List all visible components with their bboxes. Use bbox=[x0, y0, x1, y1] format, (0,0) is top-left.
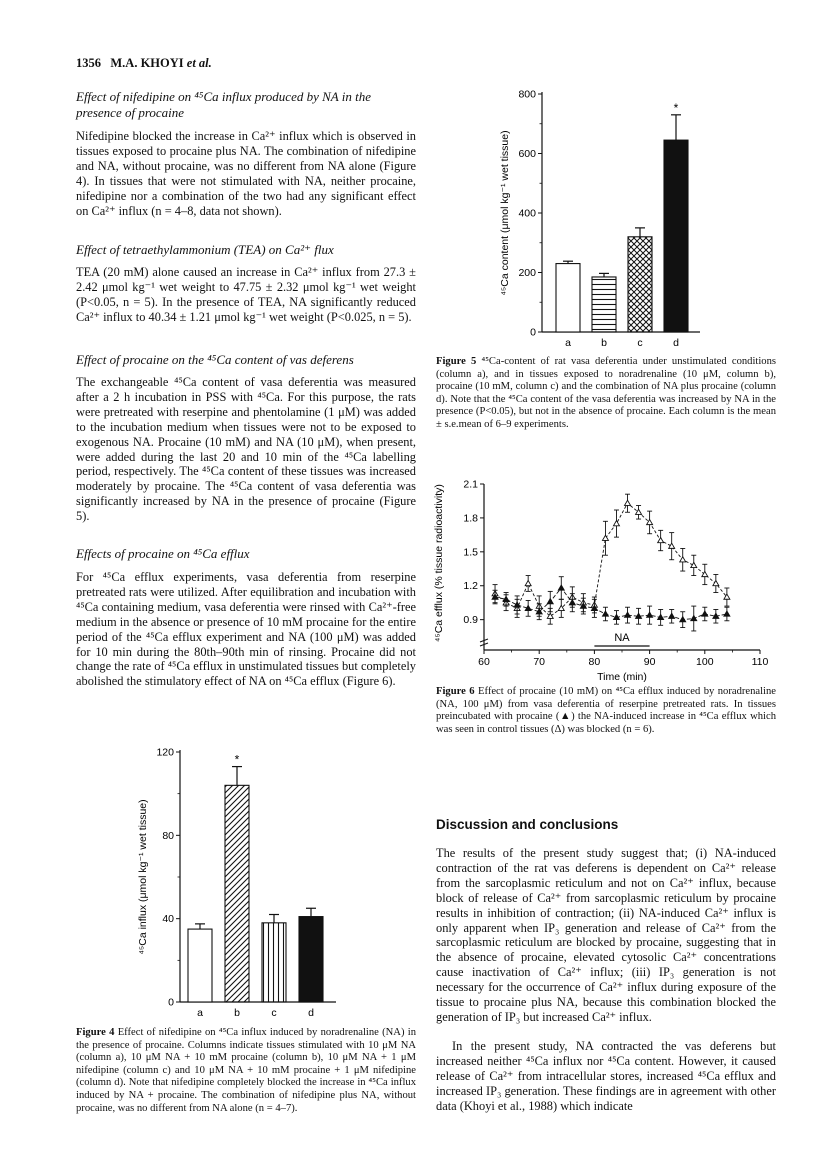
category-label: c bbox=[637, 337, 643, 349]
section-text-procaine-content: The exchangeable ⁴⁵Ca content of vasa deferentia was measured after a 2 h incubation in PSS with ⁴⁵Ca. For this purpose, the rats were pretreated with reserpine and phentolamine (1 μM) was added to the incubation medium when tissues were not to be exposed to exogenous NA. Procaine (10 mM) and NA (10 μM), when present, were added during the last 20 and 10 min of the ⁴⁵Ca labelling period, respectively. The ⁴⁵Ca content of these tissues was increased moderately by procaine. The ⁴⁵Ca content of vasa deferentia was significantly increased by NA in the presence of procaine (Figure 5). bbox=[76, 375, 416, 524]
category-label: a bbox=[197, 1007, 203, 1019]
data-point bbox=[569, 600, 575, 605]
y-tick-label: 0.9 bbox=[463, 614, 478, 627]
category-label: b bbox=[601, 337, 607, 349]
y-tick-label: 800 bbox=[518, 88, 536, 101]
significance-star: * bbox=[673, 100, 679, 115]
section-title-procaine-content: Effect of procaine on the ⁴⁵Ca content of vas deferens bbox=[76, 352, 354, 367]
running-head-authors: M.A. KHOYI bbox=[110, 56, 184, 70]
category-label: c bbox=[271, 1007, 277, 1019]
category-label: a bbox=[565, 337, 571, 349]
data-point bbox=[613, 521, 619, 526]
running-head bbox=[76, 56, 212, 71]
bar-b bbox=[592, 277, 616, 332]
data-point bbox=[680, 557, 686, 562]
discussion-paragraph-2: In the present study, NA contracted the vas deferens but increased neither ⁴⁵Ca influx nor ⁴⁵Ca content. However, it caused release of Ca²⁺ from intracellular stores, increased ⁴⁵Ca efflux and increased IP₃ generation. These findings are in agreement with other data (Khoyi et al., 1988) which indicate bbox=[436, 1039, 776, 1113]
x-tick-label: 60 bbox=[478, 656, 490, 668]
y-axis-label: ⁴⁵Ca efflux (% tissue radioactivity) bbox=[433, 484, 445, 643]
category-label: d bbox=[673, 337, 679, 349]
figure-6-caption-text: Effect of procaine (10 mM) on ⁴⁵Ca efflux induced by noradrenaline (NA, 100 μM) from vasa deferentia of reserpine pretreated rats. In tissues preincubated with procaine (▲) the NA-induced increase in ⁴⁵Ca efflux which was seen in control tissues (Δ) was blocked (n = 6). bbox=[436, 686, 776, 735]
y-tick-label: 1.5 bbox=[463, 546, 478, 559]
figure-4-label: Figure 4 bbox=[76, 1027, 115, 1038]
significance-star: * bbox=[234, 752, 240, 767]
bar-d bbox=[299, 917, 323, 1002]
na-label: NA bbox=[614, 632, 630, 644]
series-line-1 bbox=[495, 588, 727, 620]
data-point bbox=[724, 611, 730, 616]
figure-6-chart bbox=[424, 470, 776, 690]
y-tick-label: 40 bbox=[162, 913, 174, 926]
section-text-nifedipine: Nifedipine blocked the increase in Ca²⁺ influx which is observed in tissues exposed to procaine plus NA. The combination of nifedipine and NA, without procaine, was no different from NA alone (Figure 4). In tissues that were not stimulated with NA, neither procaine, nifedipine nor a combination of the two had any significant effect on Ca²⁺ influx (n = 4–8, data not shown). bbox=[76, 129, 416, 218]
section-title-procaine-efflux: Effects of procaine on ⁴⁵Ca efflux bbox=[76, 546, 250, 561]
series-line-0 bbox=[495, 503, 727, 616]
section-title-tea: Effect of tetraethylammonium (TEA) on Ca²⁺ flux bbox=[76, 242, 334, 257]
bar-a bbox=[556, 264, 580, 332]
y-tick-label: 2.1 bbox=[463, 478, 478, 491]
figure-5-label: Figure 5 bbox=[436, 356, 477, 367]
y-axis-label: ⁴⁵Ca content (μmol kg⁻¹ wet tissue) bbox=[499, 130, 511, 296]
bar-d bbox=[664, 140, 688, 332]
category-label: d bbox=[308, 1007, 314, 1019]
section-text-tea: TEA (20 mM) alone caused an increase in Ca²⁺ influx from 27.3 ± 2.42 μmol kg⁻¹ wet weight to 47.75 ± 2.32 μmol kg⁻¹ wet weight (P<0.05, n = 5). In the presence of TEA, NA significantly reduced Ca²⁺ influx to 40.34 ± 1.21 μmol kg⁻¹ wet weight (P<0.025, n = 5). bbox=[76, 265, 416, 324]
figure-6-caption bbox=[436, 686, 776, 736]
discussion-heading: Discussion and conclusions bbox=[436, 817, 619, 832]
data-point bbox=[558, 585, 564, 590]
y-tick-label: 400 bbox=[518, 207, 536, 220]
bar-b bbox=[225, 785, 249, 1002]
data-point bbox=[525, 580, 531, 585]
bar-c bbox=[628, 237, 652, 332]
figure-4-chart bbox=[126, 736, 356, 1028]
x-tick-label: 100 bbox=[696, 656, 714, 668]
data-point bbox=[602, 611, 608, 616]
category-label: b bbox=[234, 1007, 240, 1019]
figure-4-caption bbox=[76, 1027, 416, 1115]
data-point bbox=[658, 538, 664, 543]
section-title-nifedipine: Effect of nifedipine on ⁴⁵Ca influx produced by NA in the presence of procaine bbox=[76, 89, 371, 120]
bar-a bbox=[188, 929, 212, 1002]
y-tick-label: 600 bbox=[518, 148, 536, 160]
data-point bbox=[547, 599, 553, 604]
figure-5-caption bbox=[436, 356, 776, 432]
data-point bbox=[669, 613, 675, 618]
discussion-paragraph-1: The results of the present study suggest that; (i) NA-induced contraction of the rat vas deferens is dependent on Ca²⁺ release from the sarcoplasmic reticulum and not on Ca²⁺ influx, because block of release of Ca²⁺ from sarcoplasmic reticulum by procaine results in inhibition of contraction; (ii) NA-induced Ca²⁺ influx is only apparent when IP₃ generation and release of Ca²⁺ from the sarcoplasmic reticulum are blocked by procaine, suggesting that in the absence of procaine, elevated cytosolic Ca²⁺ concentrations cause inactivation of Ca²⁺ influx; (iii) IP₃ generation is not necessary for the occurrence of Ca²⁺ influx during exposure of the tissue to procaine plus NA, because this combination blocked the generation of IP₃ but increased Ca²⁺ influx. bbox=[436, 846, 776, 1024]
page-number: 1356 bbox=[76, 56, 101, 70]
x-tick-label: 80 bbox=[588, 656, 601, 668]
x-tick-label: 70 bbox=[533, 656, 546, 668]
x-tick-label: 90 bbox=[643, 656, 656, 668]
data-point bbox=[625, 612, 631, 617]
figure-4-caption-text: Effect of nifedipine on ⁴⁵Ca influx induced by noradrenaline (NA) in the presence of procaine. Columns indicate tissues stimulated with 10 μM NA (column a), 10 μM NA + 10 mM procaine (column b), 10 μM NA + 1 μM nifedipine (column c) and 10 μM NA + 10 mM procaine + 1 μM nifedipine (column d). Note that nifedipine completely blocked the increase in ⁴⁵Ca influx induced by NA + procaine. The combination of nifedipine plus NA, without procaine, was no different from NA alone (n = 4–7). bbox=[76, 1027, 416, 1114]
data-point bbox=[647, 612, 653, 617]
y-tick-label: 0 bbox=[168, 996, 174, 1009]
x-axis-label: Time (min) bbox=[597, 671, 647, 683]
x-tick-label: 110 bbox=[751, 656, 769, 668]
bar-c bbox=[262, 923, 286, 1002]
figure-5-chart bbox=[484, 82, 714, 354]
data-point bbox=[691, 562, 697, 567]
y-tick-label: 200 bbox=[518, 267, 536, 279]
y-tick-label: 0 bbox=[530, 326, 536, 339]
y-tick-label: 120 bbox=[156, 746, 174, 759]
data-point bbox=[669, 543, 675, 548]
running-head-etal: et al. bbox=[186, 56, 212, 70]
data-point bbox=[625, 500, 631, 505]
figure-5-caption-text: ⁴⁵Ca-content of rat vasa deferentia under unstimulated conditions (column a), and in tissues exposed to noradrenaline (10 μM, column b), procaine (10 mM, column c) and the combination of NA plus procaine (column d). Note that the ⁴⁵Ca content of the vasa deferentia was increased by NA in the presence (P<0.05), but not in the absence of procaine. Each column is the mean ± s.e.mean of 6–9 experiments. bbox=[436, 356, 777, 430]
y-axis-label: ⁴⁵Ca influx (μmol kg⁻¹ wet tissue) bbox=[137, 799, 149, 955]
section-text-procaine-efflux: For ⁴⁵Ca efflux experiments, vasa deferentia from reserpine pretreated rats were utilized. After equilibration and incubation with ⁴⁵Ca containing medium, vasa deferentia were rinsed with Ca²⁺-free medium in the absence or presence of 10 mM procaine for the entire period of the ⁴⁵Ca efflux experiment and NA (100 μM) was added for 10 min during the 80th–90th min of rinsing. Procaine did not change the rate of ⁴⁵Ca efflux in unstimulated tissues but completely abolished the stimulatory effect of NA on ⁴⁵Ca efflux (Figure 6). bbox=[76, 570, 416, 689]
data-point bbox=[713, 580, 719, 585]
data-point bbox=[702, 611, 708, 616]
figure-6-label: Figure 6 bbox=[436, 686, 475, 697]
y-tick-label: 1.2 bbox=[463, 580, 478, 593]
y-tick-label: 1.8 bbox=[463, 512, 478, 525]
y-tick-label: 80 bbox=[162, 829, 174, 842]
